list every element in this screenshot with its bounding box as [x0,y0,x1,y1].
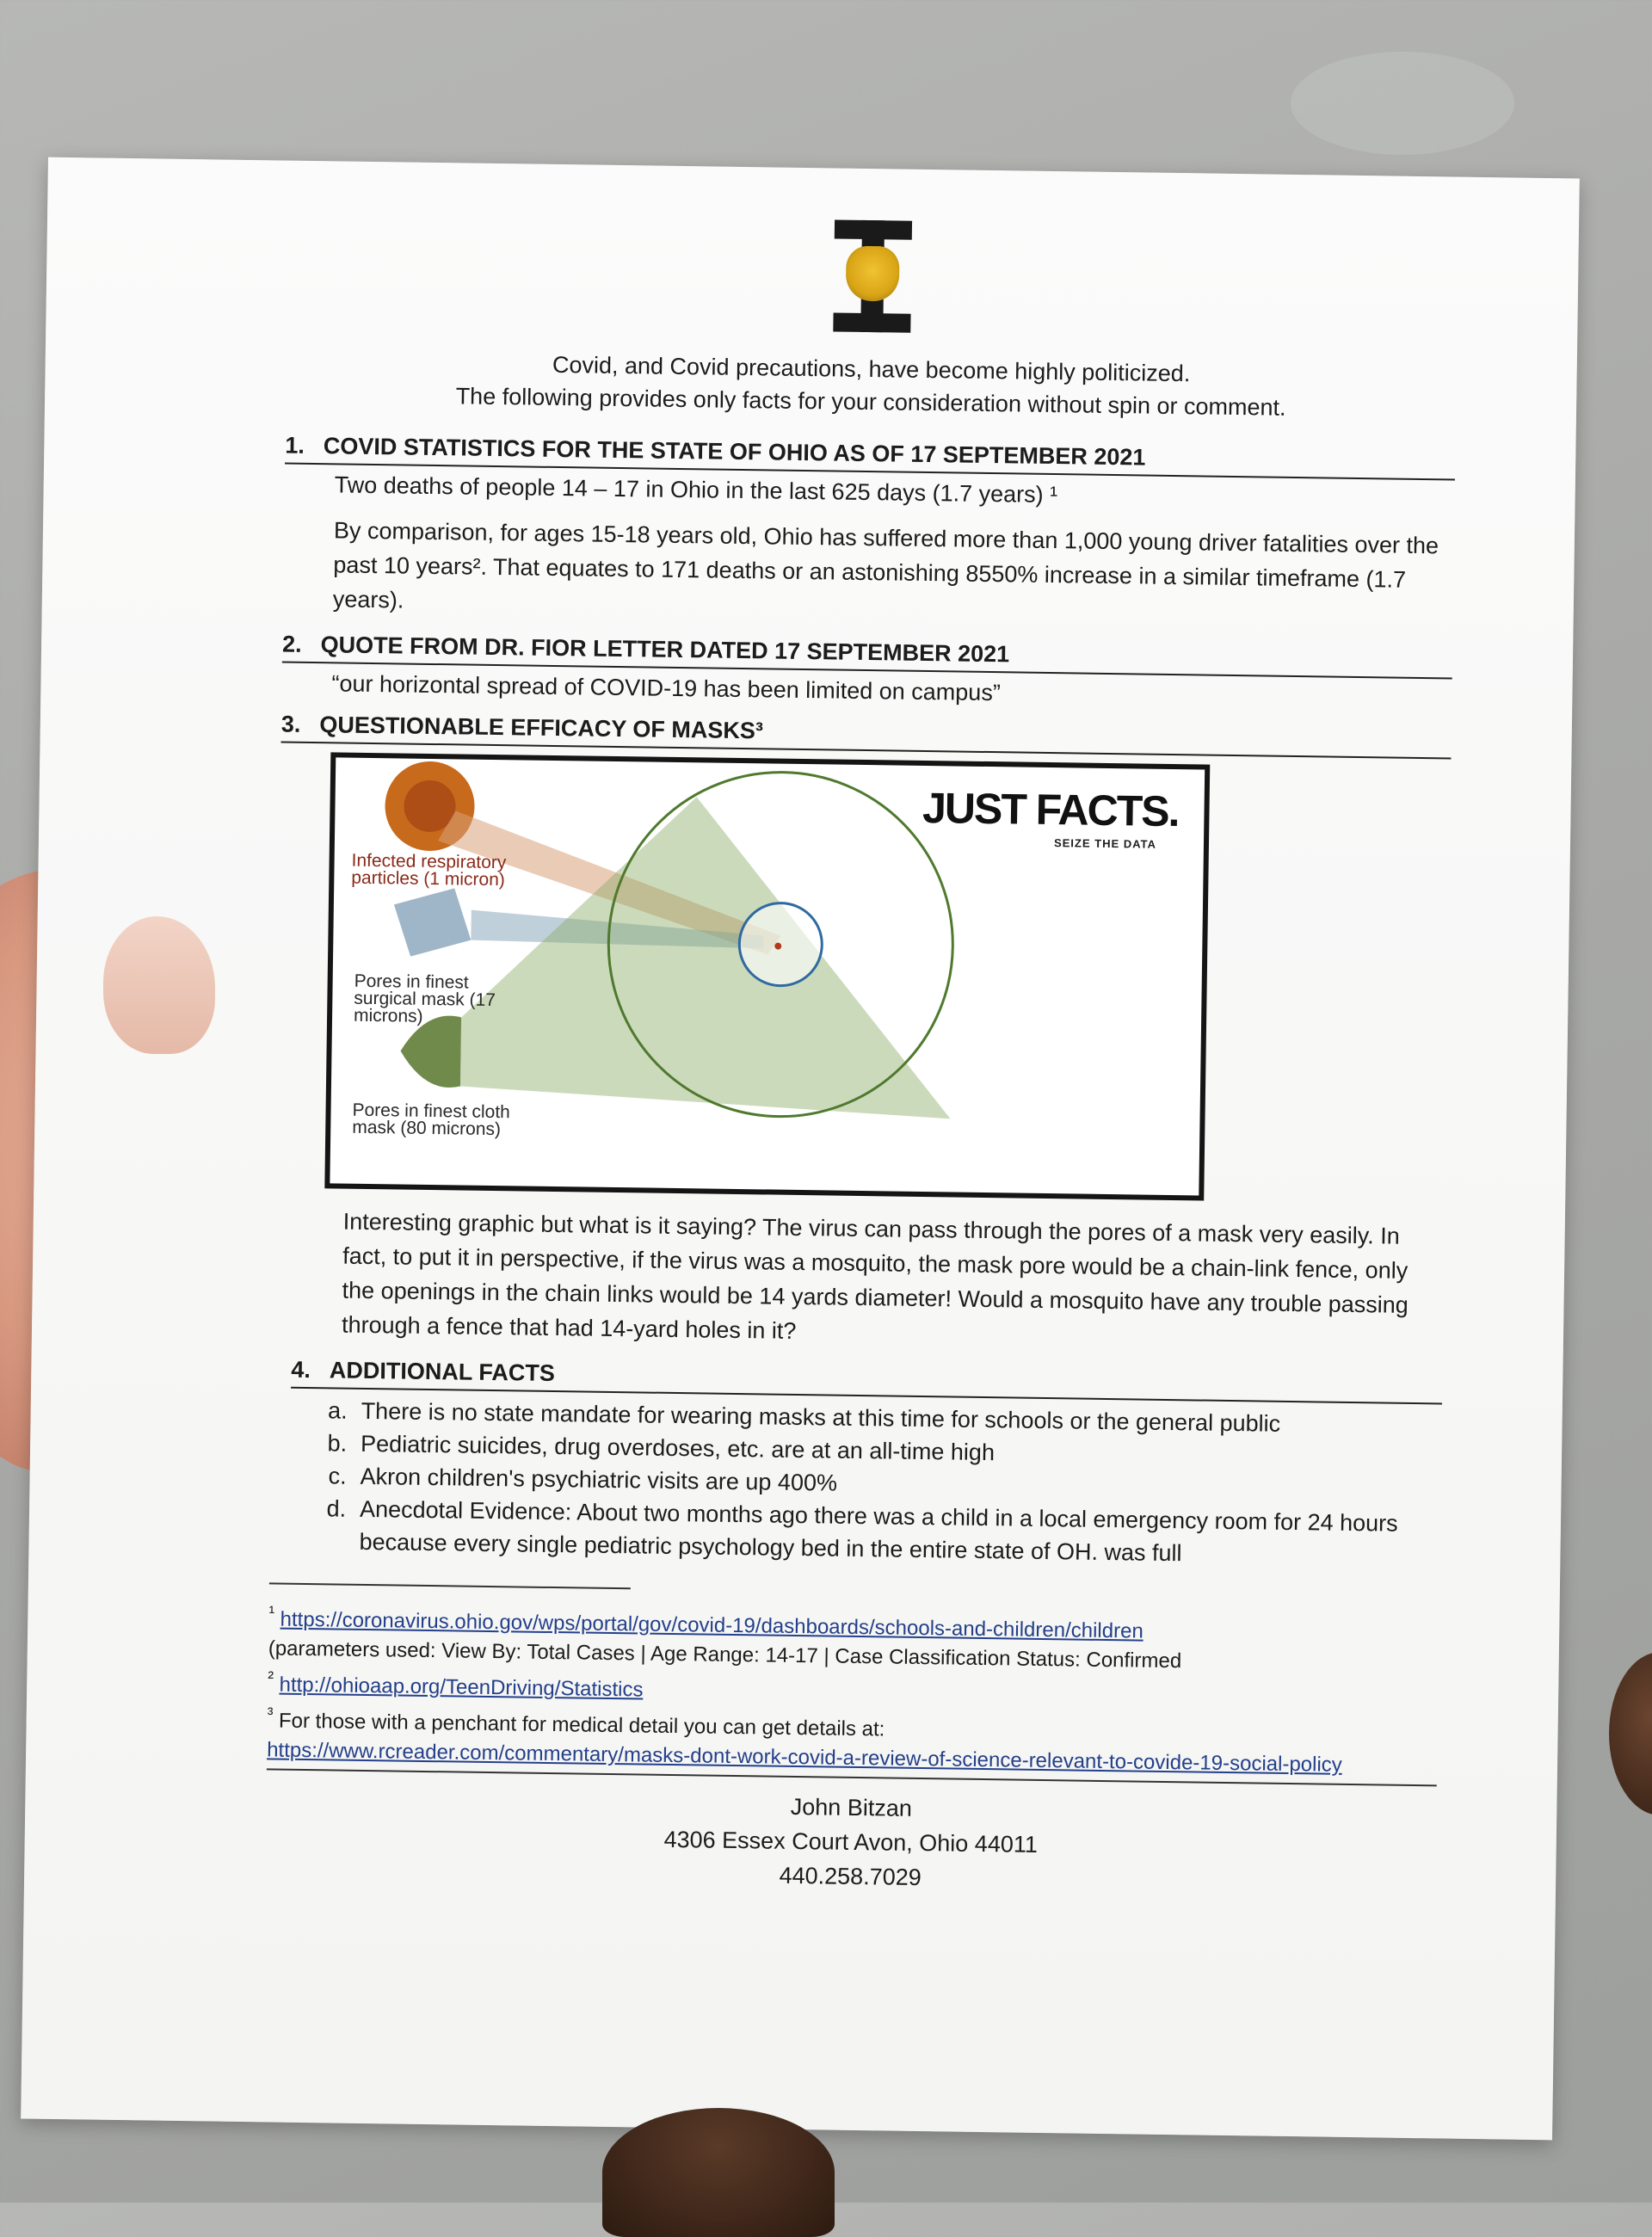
wildcat-icon [846,246,900,302]
label-cloth-mask: Pores in finest cloth mask (80 microns) [352,1100,510,1140]
section-number: 1. [285,432,305,459]
footnote-3-link[interactable]: https://www.rcreader.com/commentary/masks-dont-work-covid-a-review-of-science-relevant-to-covide-19-social-policy [266,1738,1342,1777]
intro [286,345,1457,427]
footnote-divider [269,1582,631,1589]
footnote-2-link[interactable]: http://ohioaap.org/TeenDriving/Statistics [279,1673,644,1702]
flyer-content [265,213,1458,1902]
intro-line-2: The following provides only facts for your consideration without spin or comment. [455,383,1286,421]
section-number: 3. [280,711,301,737]
label-particles: Infected respiratory particles (1 micron) [351,850,507,890]
section-1-subline: Two deaths of people 14 – 17 in Ohio in the last 625 days (1.7 years) ¹ [334,471,1058,508]
section-number: 2. [281,631,302,657]
wildcat-logo [833,219,912,332]
footnote-1-link[interactable]: https://coronavirus.ohio.gov/wps/portal/gov/covid-19/dashboards/schools-and-children/children [280,1607,1143,1643]
flyer-page [21,157,1580,2141]
logo-bar-top [835,219,912,239]
list-marker: a. [327,1397,348,1424]
section-title: ADDITIONAL FACTS [329,1357,556,1387]
contact-name: John Bitzan [790,1793,913,1821]
just-facts-tagline: SEIZE THE DATA [1053,836,1157,851]
intro-line-1: Covid, and Covid precautions, have become highly politicized. [552,351,1191,387]
shoe [602,2108,835,2237]
surgical-mask-image [393,887,472,957]
section-3-paragraph: Interesting graphic but what is it saying? The virus can pass through the pores of a mask very easily. In fact, to put it in perspective, if the virus was a mosquito, the mask pore would be a chain-link fence, only the openings in the chain links would be 14 yards diameter! Would a mosquito have any trouble passing through a fence that had 14-yard holes in it? [341,1208,1409,1344]
section-title: COVID STATISTICS FOR THE STATE OF OHIO AS OF 17 SEPTEMBER 2021 [323,433,1146,471]
list-text: There is no state mandate for wearing masks at this time for schools or the general public [361,1397,1281,1437]
list-marker: c. [328,1463,347,1489]
list-marker: b. [327,1430,348,1457]
list-text: Akron children's psychiatric visits are up 400% [360,1463,838,1496]
footnote-mark: ¹ [268,1603,275,1623]
floor-reflection [1291,52,1514,155]
footnote-mark: ² [268,1668,274,1688]
footnotes [267,1598,1439,1786]
section-number: 4. [291,1356,311,1383]
contact-block [265,1782,1437,1901]
footnote-1-params: (parameters used: View By: Total Cases | Age Range: 14-17 | Case Classification Status: Confirmed [268,1636,1182,1673]
list-text: Pediatric suicides, drug overdoses, etc. are at an all-time high [360,1430,996,1466]
shoe [1609,1652,1652,1815]
section-1-paragraph: By comparison, for ages 15-18 years old, Ohio has suffered more than 1,000 young driver fatalities over the past 10 years². That equates to 171 deaths or an astonishing 8550% increase in a similar timeframe (1.7 years). [332,517,1439,613]
contact-phone: 440.258.7029 [779,1862,922,1891]
additional-facts-list [269,1393,1442,1573]
label-surgical-mask: Pores in finest surgical mask (17 microns) [353,971,496,1026]
thumb [103,916,215,1054]
contact-address: 4306 Essex Court Avon, Ohio 44011 [663,1826,1039,1858]
logo-bar-bottom [833,312,910,332]
section-title: QUOTE FROM DR. FIOR LETTER DATED 17 SEPTEMBER 2021 [320,632,1010,668]
footnote-mark: ³ [267,1704,274,1724]
section-title: QUESTIONABLE EFFICACY OF MASKS³ [319,712,764,744]
list-marker: d. [326,1495,347,1522]
section-2-quote: “our horizontal spread of COVID-19 has been limited on campus” [331,670,1002,706]
mask-pore-graphic [324,752,1210,1200]
section-3-heading [281,712,1452,760]
footnote-3-text: For those with a penchant for medical detail you can get details at: [278,1709,885,1741]
list-text: Anecdotal Evidence: About two months ago there was a child in a local emergency room for 24 hours because every single pediatric psychology bed in the entire state of OH. was full [359,1495,1398,1567]
just-facts-logo: JUST FACTS. [922,783,1179,836]
